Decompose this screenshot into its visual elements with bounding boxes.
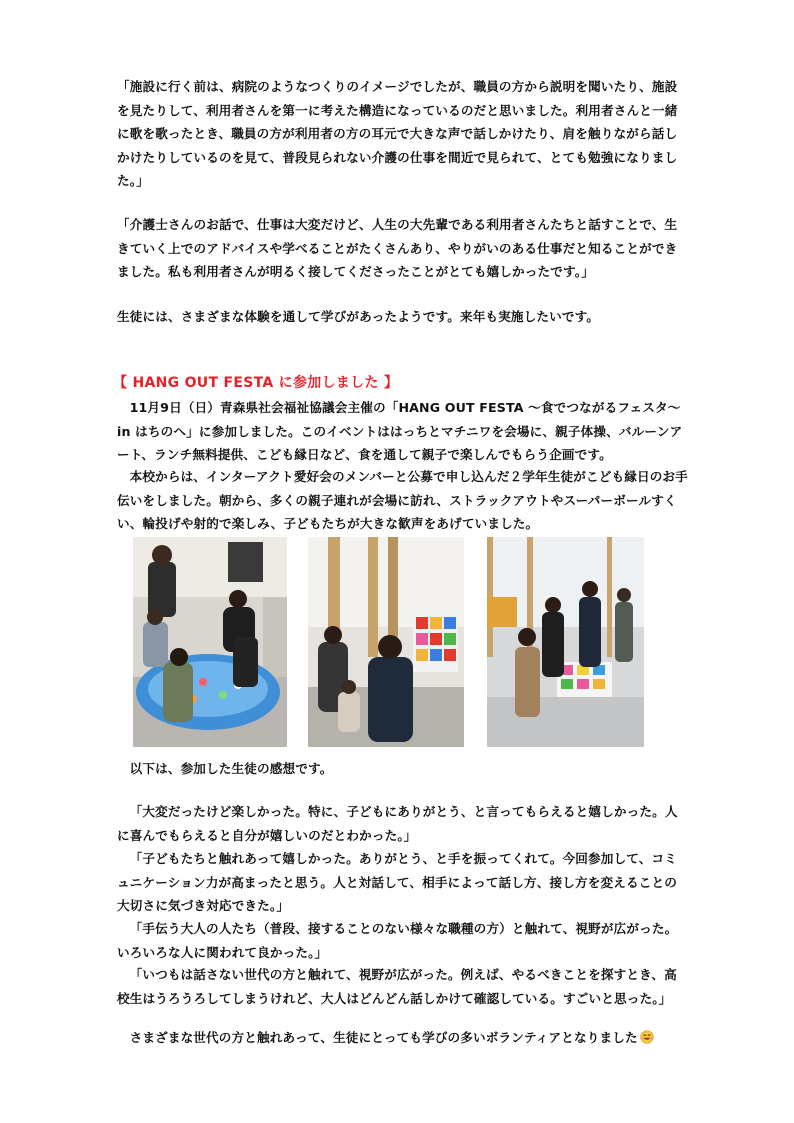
student-impression-1: 「施設に行く前は、病院のようなつくりのイメージでしたが、職員の方から説明を聞いたり、施設を見たりして、利用者さんを第一に考えた構造になっているのだと思いました。利用者さんと一緒に歌を歌ったとき、職員の方が利用者の方の耳元で大きな声で話しかけたり、肩を触りながら話しかけたりしているのを見て、普段見られない介護の仕事を間近で見られて、とても勉強になりました。」 [117, 79, 678, 188]
intro-paragraph-2: 本校からは、インターアクト愛好会のメンバーと公募で申し込んだ２学年生徒がこども縁日のお手伝いをしました。朝から、多くの親子連れが会場に訪れ、ストラックアウトやスーパーボールすくい、輪投げや射的で楽しみ、子どもたちが大きな歓声をあげていました。 [117, 469, 688, 531]
event-photo-ball-pool [133, 537, 287, 747]
summary-text: 生徒には、さまざまな体験を通して学びがあったようです。来年も実施したいです。 [117, 309, 600, 324]
intro-paragraph-1: 11月9日（日）青森県社会福祉協議会主催の「HANG OUT FESTA ～食でつながるフェスタ～in はちのへ」に参加しました。このイベントははっちとマチニワを会場に、親子体操、バルーンアート、ランチ無料提供、こども縁日など、食を通して親子で楽しんでもらう企画です。 [117, 400, 683, 462]
student-impression-2: 「介護士さんのお話で、仕事は大変だけど、人生の大先輩である利用者さんたちと話すことで、生きていく上でのアドバイスや学べることがたくさんあり、やりがいのある仕事だと知ることができました。私も利用者さんが明るく接してくださったことがとても嬉しかったです。」 [117, 217, 678, 279]
quote-item: 「子どもたちと触れあって嬉しかった。ありがとう、と手を振ってくれて。今回参加して、コミュニケーション力が高まったと思う。人と対話して、相手によって話し方、接し方を変えることの大切さに気づき対応できた。」 [117, 851, 677, 913]
quote-item: 「大変だったけど楽しかった。特に、子どもにありがとう、と言ってもらえると嬉しかった。人に喜んでもらえると自分が嬉しいのだとわかった。」 [117, 804, 678, 843]
smiling-face-icon [640, 1030, 654, 1044]
section-heading: 【 HANG OUT FESTA に参加しました 】 [113, 375, 399, 391]
quote-item: 「いつもは話さない世代の方と触れて、視野が広がった。例えば、やるべきことを探すとき、高校生はうろうろしてしまうけれど、大人はどんどん話しかけて確認している。すごいと思った。」 [117, 967, 677, 1006]
event-photo-game-booth [308, 537, 464, 747]
quote-item: 「手伝う大人の人たち（普段、接することのない様々な職種の方）と触れて、視野が広がった。いろいろな人に関われて良かった。」 [117, 921, 678, 960]
closing-line [117, 1026, 689, 1050]
event-photo-target-game [487, 537, 644, 747]
closing-text: さまざまな世代の方と触れあって、生徒にとっても学びの多いボランティアとなりました [129, 1030, 638, 1045]
impressions-label: 以下は、参加した生徒の感想です。 [129, 761, 333, 776]
